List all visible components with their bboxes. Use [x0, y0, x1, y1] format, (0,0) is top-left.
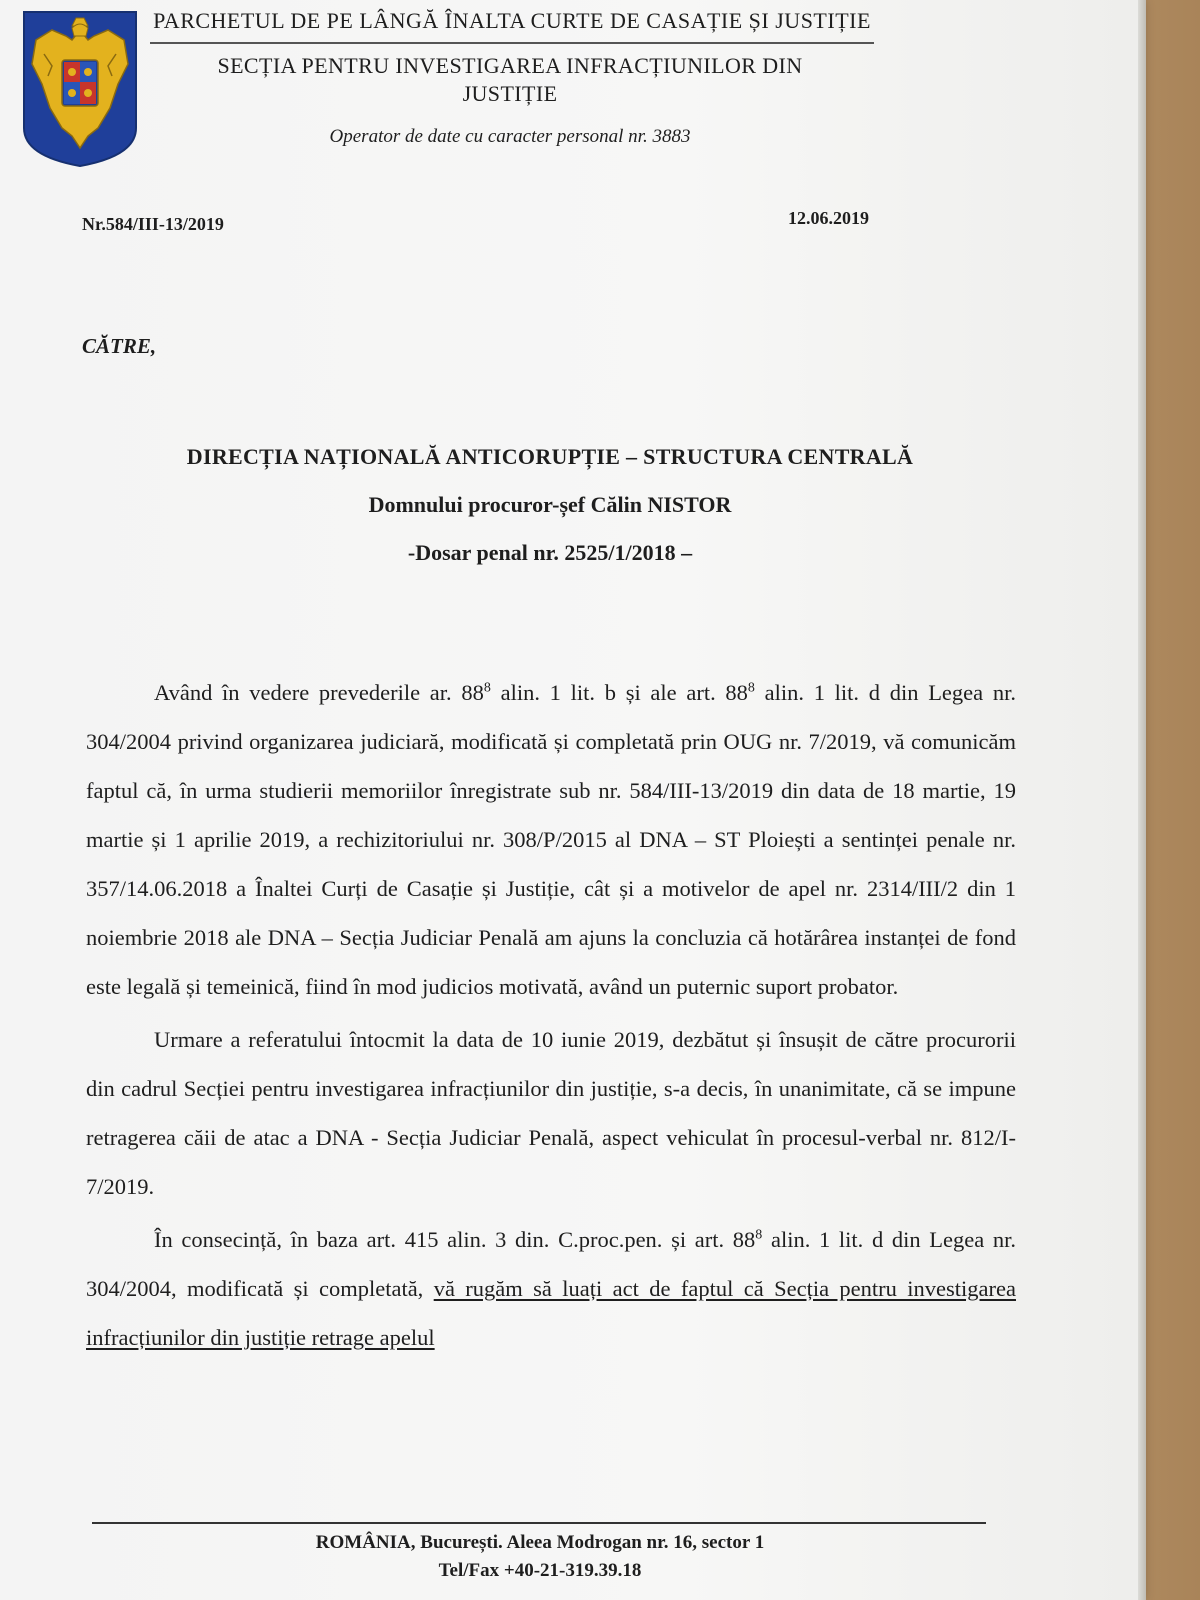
superscript: 8: [747, 680, 755, 696]
footer-divider: [92, 1522, 986, 1524]
reference-date: 12.06.2019: [788, 208, 869, 228]
footer-address: ROMÂNIA, București. Aleea Modrogan nr. 16, sector 1: [315, 1532, 765, 1553]
recipient-institution: DIRECȚIA NAȚIONALĂ ANTICORUPȚIE – STRUCTURA CENTRALĂ: [186, 444, 914, 469]
body-paragraph-3-part-b: alin. 1 lit. d din Legea nr. 304/2004, modificată și completată,: [86, 1227, 1017, 1301]
body-paragraph-1-part-a: Având în vedere prevederile ar. 88: [154, 680, 484, 705]
romania-coat-of-arms-icon: [22, 10, 138, 168]
footer-phone: Tel/Fax +40-21-319.39.18: [438, 1560, 642, 1581]
body-paragraph-3-underlined: vă rugăm să luați act de faptul că Secția pentru investigarea infracțiunilor din justiție retrage apelul: [86, 1276, 1016, 1350]
body-paragraph-1: [86, 668, 1016, 1011]
letter-body: [86, 668, 1016, 1366]
body-paragraph-3-part-a: În consecință, în baza art. 415 alin. 3 din. C.proc.pen. și art. 88: [154, 1227, 756, 1252]
section-name-line1: SECȚIA PENTRU INVESTIGAREA INFRACȚIUNILOR DIN: [217, 53, 803, 78]
case-file-number: -Dosar penal nr. 2525/1/2018 –: [407, 540, 693, 565]
superscript: 8: [755, 1227, 763, 1243]
data-operator-notice: Operator de date cu caracter personal nr. 3883: [329, 126, 691, 147]
recipient-name: Domnului procuror-șef Călin NISTOR: [368, 492, 732, 517]
addressee-label: CĂTRE,: [82, 334, 157, 358]
body-paragraph-1-part-b: alin. 1 lit. b și ale art. 88: [490, 680, 748, 705]
body-paragraph-3: [86, 1215, 1016, 1362]
body-paragraph-1-part-c: alin. 1 lit. d din Legea nr. 304/2004 privind organizarea judiciară, modificată și completată prin OUG nr. 7/2019, vă comunicăm faptul că, în urma studierii memoriilor înregistrate sub nr. 584/III-13/2019 din data de 18 martie, 19 martie și 1 aprilie 2019, a rechizitoriului nr. 308/P/2015 al DNA – ST Ploiești a sentinței penale nr. 357/14.06.2018 a Înaltei Curți de Casație și Justiție, cât și a motivelor de apel nr. 2314/III/2 din 1 noiembrie 2018 ale DNA – Secția Judiciar Penală am ajuns la concluzia că hotărârea instanței de fond este legală și temeinică, fiind în mod judicios motivată, având un puternic suport probator.: [86, 680, 1016, 999]
institution-name: PARCHETUL DE PE LÂNGĂ ÎNALTA CURTE DE CASAȚIE ȘI JUSTIȚIE: [153, 8, 871, 33]
page-edge: [1138, 0, 1146, 1600]
reference-number: Nr.584/III-13/2019: [82, 214, 224, 234]
superscript: 8: [483, 680, 491, 696]
header-divider: [150, 42, 874, 44]
section-name: [180, 52, 840, 108]
section-name-line2: JUSTIȚIE: [462, 81, 558, 106]
body-paragraph-2: Urmare a referatului întocmit la data de 10 iunie 2019, dezbătut și însușit de către procurorii din cadrul Secției pentru investigarea infracțiunilor din justiție, s-a decis, în unanimitate, că se impune retragerea căii de atac a DNA - Secția Judiciar Penală, aspect vehiculat în procesul-verbal nr. 812/I-7/2019.: [86, 1027, 1016, 1199]
